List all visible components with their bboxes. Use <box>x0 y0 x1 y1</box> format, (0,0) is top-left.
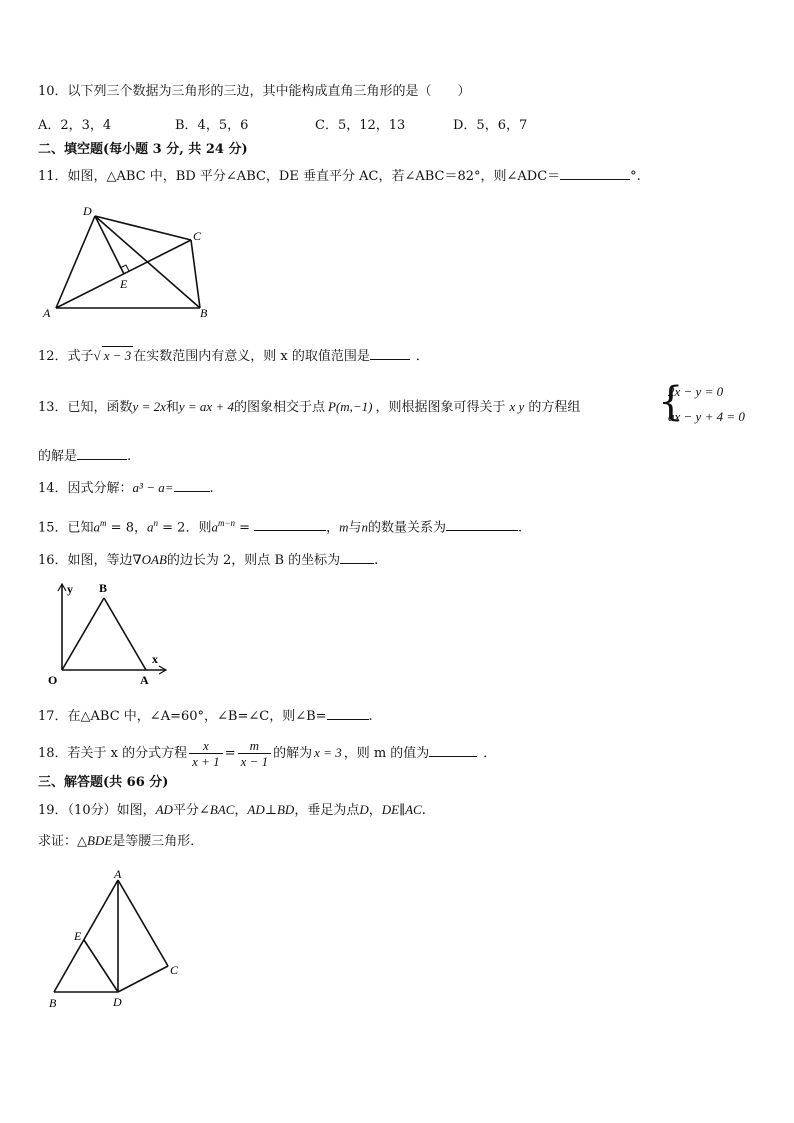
q13-eq1: 2x − y = 0 <box>668 384 724 399</box>
q13-f2: y = ax + 4 <box>178 399 234 414</box>
q16-tri: ∇OAB <box>132 552 167 567</box>
section-2-heading: 二、填空题(每小题 3 分, 共 24 分) <box>38 142 248 157</box>
q13-answer-line: 的解是 . <box>38 449 132 464</box>
q17-line: 17．在△ABC 中，∠A=60°，∠B=∠C，则∠B= . <box>38 709 373 724</box>
q12-suffix: ． <box>415 349 429 364</box>
q17-blank <box>327 707 369 720</box>
q15-line: 15．已知$a^m = 8$，$a^n = 2$．则$a^{m-n}$ = ，m与n的数量关系为 . <box>38 518 523 536</box>
q13-vars: x y <box>509 399 525 414</box>
q10-option-a: A．2，3，4 <box>38 118 112 133</box>
q16-label-o: O <box>48 673 58 687</box>
q11-label-e: E <box>120 277 128 291</box>
q12-line: 12．式子√ x − 3 在实数范围内有意义，则 x 的取值范围是 ． <box>38 348 429 364</box>
section-3-heading: 三、解答题(共 66 分) <box>38 775 169 790</box>
q16-label-y: y <box>67 582 73 596</box>
q11-figure <box>40 202 210 324</box>
q16-figure <box>44 578 174 690</box>
q19-line: 19．（10分）如图，AD平分∠BAC，AD⊥BD，垂足为点D，DE∥AC. <box>38 802 426 818</box>
q14-expr: a³ − a= <box>132 480 174 495</box>
q11-label-a: A <box>43 306 51 320</box>
q18-sol: x = 3 <box>314 745 342 760</box>
q12-radicand: x − 3 <box>103 348 132 363</box>
q19-label-c: C <box>170 963 179 977</box>
q15-blank-1 <box>254 518 326 531</box>
q18-frac-2: $\frac{m}{x - 1}$ <box>238 738 272 769</box>
q11-text: 11．如图，△ABC 中，BD 平分∠ABC，DE 垂直平分 AC，若∠ABC＝82°，则∠ADC＝ <box>38 169 561 184</box>
q10-option-c: C．5，12，13 <box>315 118 406 133</box>
q13-blank <box>77 447 127 460</box>
q16-blank <box>340 551 374 564</box>
q13-f1: y = 2x <box>132 399 166 414</box>
q14-line: 14．因式分解：a³ − a= . <box>38 480 214 496</box>
q10-option-d: D．5，6，7 <box>453 118 528 133</box>
q19-label-d: D <box>113 995 122 1009</box>
q19-label-b: B <box>49 996 57 1010</box>
q19-proof-line: 求证：△BDE是等腰三角形． <box>38 833 204 849</box>
q13-eq2: ax − y + 4 = 0 <box>668 409 745 424</box>
q12-prefix: 12．式子 <box>38 349 94 364</box>
q10-option-b: B．4，5，6 <box>175 118 249 133</box>
q16-label-x: x <box>152 652 158 666</box>
q16-label-b: B <box>99 581 108 595</box>
q19-label-e: E <box>74 929 82 943</box>
q11-line <box>38 167 641 186</box>
q18-line: 18．若关于 x 的分式方程 $\frac{x}{x + 1}$ = $\frac{m}{x - 1}$ 的解为 x = 3 ，则 m 的值为 ． <box>38 738 497 769</box>
q15-blank-2 <box>446 518 518 531</box>
q11-blank <box>560 167 630 180</box>
q10-text: 10．以下列三个数据为三角形的三边，其中能构成直角三角形的是（ ） <box>38 84 471 99</box>
q16-line: 16．如图，等边∇OAB的边长为 2，则点 B 的坐标为 . <box>38 552 379 568</box>
q12-text: 在实数范围内有意义，则 x 的取值范围是 <box>133 349 370 364</box>
q14-blank <box>174 479 210 492</box>
q18-blank <box>429 744 477 757</box>
q11-label-d: D <box>83 204 92 218</box>
q13-line: 13．已知，函数y = 2x和y = ax + 4的图象相交于点 P(m,−1) ，则根据图象可得关于 x y 的方程组 <box>38 399 581 415</box>
q11-label-c: C <box>193 229 202 243</box>
q16-label-a: A <box>140 673 149 687</box>
q12-blank <box>370 347 410 360</box>
q11-label-b: B <box>200 306 208 320</box>
q19-label-a: A <box>114 867 122 881</box>
q11-suffix: °. <box>630 169 641 184</box>
q19-figure <box>44 866 194 1014</box>
q18-frac-1: $\frac{x}{x + 1}$ <box>189 738 223 769</box>
q13-point: P(m,−1) <box>327 399 373 414</box>
